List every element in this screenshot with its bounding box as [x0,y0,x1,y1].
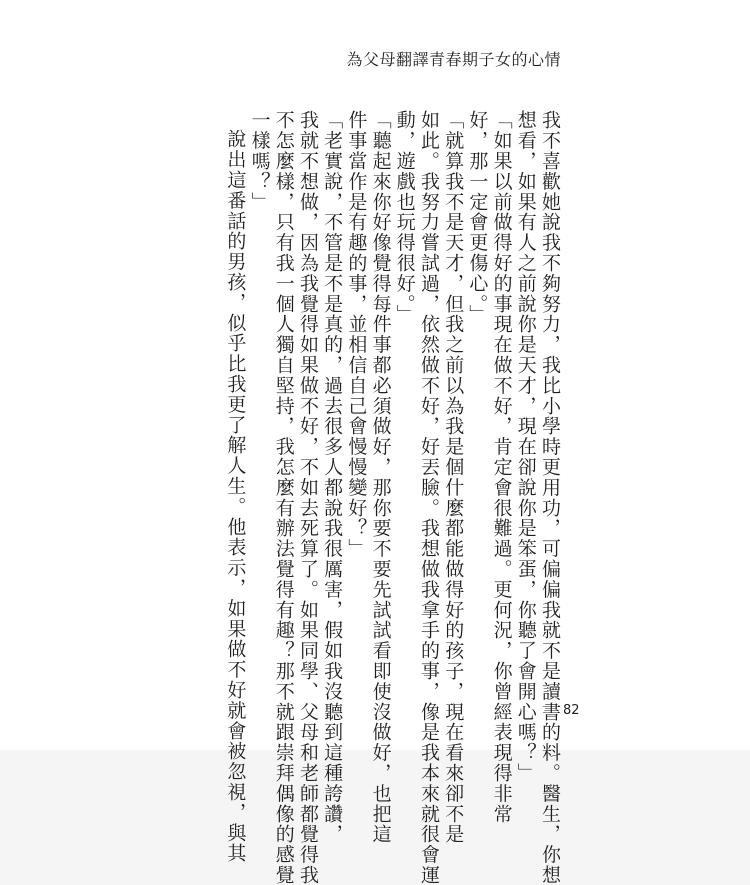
text-line: 想看，如果有人之前說你是天才，現在卻說你是笨蛋，你聽了會開心嗎？」 [514,110,537,784]
text-line: 一樣嗎？」 [248,110,271,212]
text-line: 「如果以前做得好的事現在做不好，肯定會很難過。更何況，你曾經表現得非常 [490,110,513,824]
text-line: 不怎麼樣，只有我一個人獨自堅持，我怎麼有辦法覺得有趣？那不就跟崇拜偶像的感覺 [272,110,295,885]
text-line: 「就算我不是天才，但我之前以為我是個什麼都能做得好的孩子，現在看來卻不是 [442,110,465,845]
text-line: 「聽起來你好像覺得每件事都必須做好，那你要不要先試試看即使沒做好，也把這 [369,110,392,845]
text-line: 件事當作是有趣的事，並相信自己會慢慢變好？」 [345,110,368,559]
page-number: 82 [563,703,580,718]
text-line: 「老實說，不管是不是真的，過去很多人都說我很厲害，假如我沒聽到這種誇讚， [321,110,344,845]
text-line: 動，遊戲也玩得很好。」 [393,110,416,325]
running-header-title: 為父母翻譯青春期子女的心情 [346,50,561,69]
text-line: 我不喜歡她說我不夠努力，我比小學時更用功，可偏偏我就不是讀書的料。醫生，你想 [539,110,561,885]
text-line: 說出這番話的男孩，似乎比我更了解人生。他表示，如果做不好就會被忽視，與其 [224,129,247,864]
vertical-text-block [223,110,562,885]
text-line: 如此。我努力嘗試過，依然做不好，好丟臉。我想做我拿手的事，像是我本來就很會運 [417,110,440,885]
text-line: 好，那一定會更傷心。」 [466,110,489,325]
text-line: 我就不想做，因為我覺得如果做不好，不如去死算了。如果同學、父母和老師都覺得我 [296,110,319,885]
